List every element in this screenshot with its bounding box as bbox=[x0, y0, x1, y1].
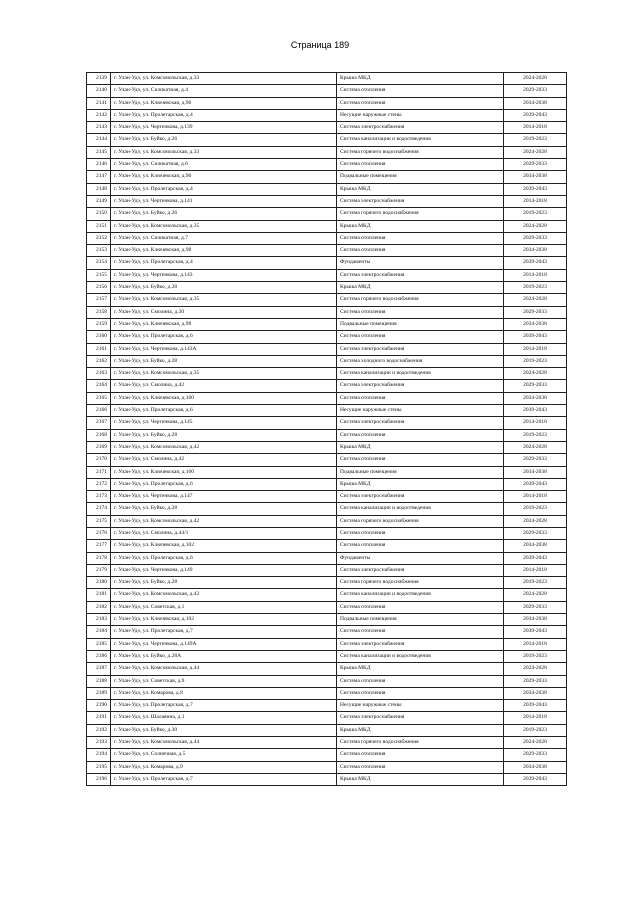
address-cell: г. Улан-Удэ, ул. Ключевская, д.100 bbox=[111, 392, 337, 404]
work-type-cell: Система отопления bbox=[337, 232, 504, 244]
work-type-cell: Система электроснабжения bbox=[337, 122, 504, 134]
table-row bbox=[87, 257, 567, 269]
table-row bbox=[87, 429, 567, 441]
work-type-cell: Система отопления bbox=[337, 675, 504, 687]
repair-schedule-table bbox=[86, 72, 567, 786]
address-cell: г. Улан-Удэ, ул. Комсомольская, д.33 bbox=[111, 146, 337, 158]
row-number-cell: 2171 bbox=[87, 466, 111, 478]
work-type-cell: Крыша МКД bbox=[337, 220, 504, 232]
row-number-cell: 2150 bbox=[87, 208, 111, 220]
address-cell: г. Улан-Удэ, ул. Ключевская, д.98 bbox=[111, 245, 337, 257]
table-row bbox=[87, 343, 567, 355]
table-row bbox=[87, 232, 567, 244]
row-number-cell: 2156 bbox=[87, 282, 111, 294]
table-row bbox=[87, 392, 567, 404]
table-row bbox=[87, 761, 567, 773]
address-cell: г. Улан-Удэ, ул. Комсомольская, д.42 bbox=[111, 589, 337, 601]
table-row bbox=[87, 208, 567, 220]
table-row bbox=[87, 663, 567, 675]
period-cell: 2019-2023 bbox=[504, 282, 567, 294]
address-cell: г. Улан-Удэ, ул. Чертенкова, д.149А bbox=[111, 638, 337, 650]
work-type-cell: Система электроснабжения bbox=[337, 343, 504, 355]
row-number-cell: 2142 bbox=[87, 109, 111, 121]
work-type-cell: Система отопления bbox=[337, 761, 504, 773]
work-type-cell: Система электроснабжения bbox=[337, 638, 504, 650]
address-cell: г. Улан-Удэ, ул. Буйко, д.28А bbox=[111, 650, 337, 662]
table-row bbox=[87, 146, 567, 158]
work-type-cell: Система горячего водоснабжения bbox=[337, 515, 504, 527]
work-type-cell: Крыша МКД bbox=[337, 73, 504, 85]
work-type-cell: Фундаменты bbox=[337, 552, 504, 564]
row-number-cell: 2194 bbox=[87, 749, 111, 761]
period-cell: 2019-2023 bbox=[504, 355, 567, 367]
table-row bbox=[87, 331, 567, 343]
row-number-cell: 2153 bbox=[87, 245, 111, 257]
address-cell: г. Улан-Удэ, ул. Комсомольская, д.35 bbox=[111, 368, 337, 380]
work-type-cell: Система отопления bbox=[337, 97, 504, 109]
period-cell: 2029-2033 bbox=[504, 675, 567, 687]
address-cell: г. Улан-Удэ, ул. Смолина, д.42 bbox=[111, 380, 337, 392]
address-cell: г. Улан-Удэ, ул. Пролетарская, д.4 bbox=[111, 257, 337, 269]
row-number-cell: 2180 bbox=[87, 577, 111, 589]
work-type-cell: Система отопления bbox=[337, 687, 504, 699]
address-cell: г. Улан-Удэ, ул. Смолина, д.44/1 bbox=[111, 527, 337, 539]
period-cell: 2014-2018 bbox=[504, 712, 567, 724]
work-type-cell: Система отопления bbox=[337, 159, 504, 171]
period-cell: 2024-2028 bbox=[504, 515, 567, 527]
row-number-cell: 2176 bbox=[87, 527, 111, 539]
period-cell: 2014-2018 bbox=[504, 491, 567, 503]
address-cell: г. Улан-Удэ, ул. Ключевская, д.102 bbox=[111, 614, 337, 626]
period-cell: 2014-2018 bbox=[504, 417, 567, 429]
row-number-cell: 2175 bbox=[87, 515, 111, 527]
period-cell: 2019-2023 bbox=[504, 724, 567, 736]
period-cell: 2039-2043 bbox=[504, 109, 567, 121]
period-cell: 2034-2038 bbox=[504, 614, 567, 626]
row-number-cell: 2163 bbox=[87, 368, 111, 380]
address-cell: г. Улан-Удэ, ул. Пролетарская, д.4 bbox=[111, 183, 337, 195]
row-number-cell: 2169 bbox=[87, 441, 111, 453]
period-cell: 2034-2038 bbox=[504, 318, 567, 330]
work-type-cell: Крыша МКД bbox=[337, 773, 504, 785]
table-row bbox=[87, 318, 567, 330]
address-cell: г. Улан-Удэ, ул. Буйко, д.28 bbox=[111, 577, 337, 589]
address-cell: г. Улан-Удэ, ул. Пролетарская, д.7 bbox=[111, 700, 337, 712]
period-cell: 2039-2043 bbox=[504, 331, 567, 343]
table-row bbox=[87, 159, 567, 171]
work-type-cell: Система отопления bbox=[337, 540, 504, 552]
work-type-cell: Система отопления bbox=[337, 749, 504, 761]
table-row bbox=[87, 577, 567, 589]
work-type-cell: Крыша МКД bbox=[337, 183, 504, 195]
work-type-cell: Система канализации и водоотведения bbox=[337, 503, 504, 515]
work-type-cell: Система электроснабжения bbox=[337, 564, 504, 576]
address-cell: г. Улан-Удэ, ул. Комсомольская, д.35 bbox=[111, 294, 337, 306]
work-type-cell: Система отопления bbox=[337, 245, 504, 257]
table-row bbox=[87, 355, 567, 367]
period-cell: 2034-2038 bbox=[504, 97, 567, 109]
address-cell: г. Улан-Удэ, ул. Комсомольская, д.42 bbox=[111, 441, 337, 453]
page-number-header: Страница 189 bbox=[290, 40, 350, 50]
row-number-cell: 2154 bbox=[87, 257, 111, 269]
period-cell: 2039-2043 bbox=[504, 773, 567, 785]
table-row bbox=[87, 552, 567, 564]
work-type-cell: Система электроснабжения bbox=[337, 491, 504, 503]
address-cell: г. Улан-Удэ, ул. Пролетарская, д.6 bbox=[111, 478, 337, 490]
row-number-cell: 2148 bbox=[87, 183, 111, 195]
work-type-cell: Система отопления bbox=[337, 392, 504, 404]
period-cell: 2034-2038 bbox=[504, 245, 567, 257]
period-cell: 2034-2038 bbox=[504, 687, 567, 699]
row-number-cell: 2157 bbox=[87, 294, 111, 306]
row-number-cell: 2179 bbox=[87, 564, 111, 576]
period-cell: 2024-2028 bbox=[504, 368, 567, 380]
address-cell: г. Улан-Удэ, ул. Комсомольская, д.44 bbox=[111, 737, 337, 749]
address-cell: г. Улан-Удэ, ул. Комсомольская, д.33 bbox=[111, 73, 337, 85]
period-cell: 2024-2028 bbox=[504, 589, 567, 601]
row-number-cell: 2158 bbox=[87, 306, 111, 318]
table-row bbox=[87, 97, 567, 109]
period-cell: 2024-2028 bbox=[504, 73, 567, 85]
table-row bbox=[87, 245, 567, 257]
row-number-cell: 2165 bbox=[87, 392, 111, 404]
table-row bbox=[87, 737, 567, 749]
period-cell: 2029-2033 bbox=[504, 527, 567, 539]
work-type-cell: Система электроснабжения bbox=[337, 417, 504, 429]
row-number-cell: 2167 bbox=[87, 417, 111, 429]
period-cell: 2034-2038 bbox=[504, 761, 567, 773]
table-row bbox=[87, 122, 567, 134]
address-cell: г. Улан-Удэ, ул. Ключевская, д.98 bbox=[111, 318, 337, 330]
row-number-cell: 2168 bbox=[87, 429, 111, 441]
address-cell: г. Улан-Удэ, ул. Буйко, д.30 bbox=[111, 724, 337, 736]
period-cell: 2029-2033 bbox=[504, 306, 567, 318]
row-number-cell: 2191 bbox=[87, 712, 111, 724]
row-number-cell: 2141 bbox=[87, 97, 111, 109]
period-cell: 2034-2038 bbox=[504, 540, 567, 552]
period-cell: 2014-2018 bbox=[504, 564, 567, 576]
row-number-cell: 2159 bbox=[87, 318, 111, 330]
work-type-cell: Система холодного водоснабжения bbox=[337, 355, 504, 367]
row-number-cell: 2183 bbox=[87, 614, 111, 626]
row-number-cell: 2186 bbox=[87, 650, 111, 662]
address-cell: г. Улан-Удэ, ул. Чертенкова, д.149 bbox=[111, 564, 337, 576]
address-cell: г. Улан-Удэ, ул. Буйко, д.26 bbox=[111, 134, 337, 146]
table-row bbox=[87, 171, 567, 183]
period-cell: 2019-2023 bbox=[504, 577, 567, 589]
address-cell: г. Улан-Удэ, ул. Ключевская, д.96 bbox=[111, 171, 337, 183]
work-type-cell: Подвальные помещения bbox=[337, 318, 504, 330]
work-type-cell: Система канализации и водоотведения bbox=[337, 368, 504, 380]
work-type-cell: Система горячего водоснабжения bbox=[337, 294, 504, 306]
work-type-cell: Система канализации и водоотведения bbox=[337, 589, 504, 601]
period-cell: 2019-2023 bbox=[504, 134, 567, 146]
table-row bbox=[87, 195, 567, 207]
period-cell: 2029-2033 bbox=[504, 159, 567, 171]
period-cell: 2034-2038 bbox=[504, 466, 567, 478]
table-row bbox=[87, 515, 567, 527]
work-type-cell: Система горячего водоснабжения bbox=[337, 577, 504, 589]
address-cell: г. Улан-Удэ, ул. Силикатная, д.6 bbox=[111, 159, 337, 171]
work-type-cell: Система электроснабжения bbox=[337, 195, 504, 207]
period-cell: 2019-2023 bbox=[504, 208, 567, 220]
address-cell: г. Улан-Удэ, ул. Советская, д.9 bbox=[111, 675, 337, 687]
table-row bbox=[87, 564, 567, 576]
work-type-cell: Крыша МКД bbox=[337, 724, 504, 736]
address-cell: г. Улан-Удэ, ул. Комарова, д.8 bbox=[111, 687, 337, 699]
table-row bbox=[87, 109, 567, 121]
row-number-cell: 2146 bbox=[87, 159, 111, 171]
row-number-cell: 2145 bbox=[87, 146, 111, 158]
row-number-cell: 2184 bbox=[87, 626, 111, 638]
table-row bbox=[87, 773, 567, 785]
address-cell: г. Улан-Удэ, ул. Чертенкова, д.145 bbox=[111, 417, 337, 429]
row-number-cell: 2193 bbox=[87, 737, 111, 749]
address-cell: г. Улан-Удэ, ул. Буйко, д.28 bbox=[111, 503, 337, 515]
period-cell: 2024-2028 bbox=[504, 441, 567, 453]
row-number-cell: 2173 bbox=[87, 491, 111, 503]
table-row bbox=[87, 712, 567, 724]
table-row bbox=[87, 491, 567, 503]
table-row bbox=[87, 601, 567, 613]
table-row bbox=[87, 650, 567, 662]
period-cell: 2024-2028 bbox=[504, 663, 567, 675]
row-number-cell: 2190 bbox=[87, 700, 111, 712]
row-number-cell: 2185 bbox=[87, 638, 111, 650]
work-type-cell: Система отопления bbox=[337, 454, 504, 466]
address-cell: г. Улан-Удэ, ул. Комарова, д.9 bbox=[111, 761, 337, 773]
table-row bbox=[87, 380, 567, 392]
address-cell: г. Улан-Удэ, ул. Шалаяина, д.1 bbox=[111, 712, 337, 724]
work-type-cell: Система электроснабжения bbox=[337, 712, 504, 724]
work-type-cell: Подвальные помещения bbox=[337, 466, 504, 478]
address-cell: г. Улан-Удэ, ул. Пролетарская, д.6 bbox=[111, 405, 337, 417]
table-row bbox=[87, 503, 567, 515]
period-cell: 2034-2038 bbox=[504, 171, 567, 183]
address-cell: г. Улан-Удэ, ул. Чертенкова, д.147 bbox=[111, 491, 337, 503]
period-cell: 2014-2018 bbox=[504, 343, 567, 355]
row-number-cell: 2149 bbox=[87, 195, 111, 207]
table-row bbox=[87, 454, 567, 466]
table-row bbox=[87, 183, 567, 195]
work-type-cell: Система отопления bbox=[337, 331, 504, 343]
table-row bbox=[87, 478, 567, 490]
period-cell: 2014-2018 bbox=[504, 269, 567, 281]
work-type-cell: Система горячего водоснабжения bbox=[337, 146, 504, 158]
row-number-cell: 2147 bbox=[87, 171, 111, 183]
table-row bbox=[87, 282, 567, 294]
row-number-cell: 2189 bbox=[87, 687, 111, 699]
work-type-cell: Система электроснабжения bbox=[337, 269, 504, 281]
table-row bbox=[87, 85, 567, 97]
row-number-cell: 2196 bbox=[87, 773, 111, 785]
period-cell: 2029-2033 bbox=[504, 232, 567, 244]
period-cell: 2029-2033 bbox=[504, 454, 567, 466]
table-row bbox=[87, 441, 567, 453]
address-cell: г. Улан-Удэ, ул. Чертенкова, д.143 bbox=[111, 269, 337, 281]
work-type-cell: Подвальные помещения bbox=[337, 171, 504, 183]
row-number-cell: 2192 bbox=[87, 724, 111, 736]
period-cell: 2029-2033 bbox=[504, 85, 567, 97]
period-cell: 2019-2023 bbox=[504, 650, 567, 662]
period-cell: 2039-2043 bbox=[504, 257, 567, 269]
address-cell: г. Улан-Удэ, ул. Ключевская, д.100 bbox=[111, 466, 337, 478]
work-type-cell: Несущие наружные стены bbox=[337, 109, 504, 121]
address-cell: г. Улан-Удэ, ул. Буйко, д.26 bbox=[111, 208, 337, 220]
row-number-cell: 2170 bbox=[87, 454, 111, 466]
row-number-cell: 2195 bbox=[87, 761, 111, 773]
period-cell: 2039-2043 bbox=[504, 700, 567, 712]
table-row bbox=[87, 540, 567, 552]
address-cell: г. Улан-Удэ, ул. Чертенкова, д.143А bbox=[111, 343, 337, 355]
row-number-cell: 2181 bbox=[87, 589, 111, 601]
work-type-cell: Крыша МКД bbox=[337, 282, 504, 294]
work-type-cell: Система отопления bbox=[337, 85, 504, 97]
table-row bbox=[87, 306, 567, 318]
address-cell: г. Улан-Удэ, ул. Пролетарская, д.6 bbox=[111, 552, 337, 564]
table-row bbox=[87, 700, 567, 712]
period-cell: 2039-2043 bbox=[504, 626, 567, 638]
period-cell: 2034-2038 bbox=[504, 392, 567, 404]
work-type-cell: Несущие наружные стены bbox=[337, 700, 504, 712]
work-type-cell: Система отопления bbox=[337, 601, 504, 613]
row-number-cell: 2143 bbox=[87, 122, 111, 134]
row-number-cell: 2177 bbox=[87, 540, 111, 552]
table-row bbox=[87, 134, 567, 146]
address-cell: г. Улан-Удэ, ул. Пролетарская, д.7 bbox=[111, 626, 337, 638]
period-cell: 2039-2043 bbox=[504, 478, 567, 490]
address-cell: г. Улан-Удэ, ул. Пролетарская, д.7 bbox=[111, 773, 337, 785]
work-type-cell: Система отопления bbox=[337, 429, 504, 441]
address-cell: г. Улан-Удэ, ул. Смолина, д.30 bbox=[111, 306, 337, 318]
row-number-cell: 2152 bbox=[87, 232, 111, 244]
work-type-cell: Крыша МКД bbox=[337, 478, 504, 490]
row-number-cell: 2188 bbox=[87, 675, 111, 687]
table-row bbox=[87, 724, 567, 736]
work-type-cell: Подвальные помещения bbox=[337, 614, 504, 626]
work-type-cell: Система отопления bbox=[337, 306, 504, 318]
address-cell: г. Улан-Удэ, ул. Буйко, д.28 bbox=[111, 355, 337, 367]
address-cell: г. Улан-Удэ, ул. Буйко, д.28 bbox=[111, 429, 337, 441]
row-number-cell: 2166 bbox=[87, 405, 111, 417]
work-type-cell: Система канализации и водоотведения bbox=[337, 134, 504, 146]
table-row bbox=[87, 294, 567, 306]
table-row bbox=[87, 269, 567, 281]
row-number-cell: 2144 bbox=[87, 134, 111, 146]
row-number-cell: 2139 bbox=[87, 73, 111, 85]
row-number-cell: 2178 bbox=[87, 552, 111, 564]
work-type-cell: Система канализации и водоотведения bbox=[337, 650, 504, 662]
period-cell: 2029-2033 bbox=[504, 380, 567, 392]
period-cell: 2014-2018 bbox=[504, 195, 567, 207]
table-row bbox=[87, 626, 567, 638]
period-cell: 2014-2018 bbox=[504, 122, 567, 134]
address-cell: г. Улан-Удэ, ул. Комсомольская, д.44 bbox=[111, 663, 337, 675]
table-row bbox=[87, 417, 567, 429]
work-type-cell: Фундаменты bbox=[337, 257, 504, 269]
table-row bbox=[87, 589, 567, 601]
row-number-cell: 2187 bbox=[87, 663, 111, 675]
row-number-cell: 2160 bbox=[87, 331, 111, 343]
work-type-cell: Система отопления bbox=[337, 527, 504, 539]
row-number-cell: 2174 bbox=[87, 503, 111, 515]
table-row bbox=[87, 220, 567, 232]
row-number-cell: 2162 bbox=[87, 355, 111, 367]
period-cell: 2039-2043 bbox=[504, 183, 567, 195]
table-row bbox=[87, 675, 567, 687]
work-type-cell: Система горячего водоснабжения bbox=[337, 208, 504, 220]
period-cell: 2029-2033 bbox=[504, 749, 567, 761]
address-cell: г. Улан-Удэ, ул. Буйко, д.28 bbox=[111, 282, 337, 294]
table-row bbox=[87, 638, 567, 650]
address-cell: г. Улан-Удэ, ул. Силикатная, д.7 bbox=[111, 232, 337, 244]
work-type-cell: Система горячего водоснабжения bbox=[337, 737, 504, 749]
address-cell: г. Улан-Удэ, ул. Смолина, д.42 bbox=[111, 454, 337, 466]
work-type-cell: Система отопления bbox=[337, 626, 504, 638]
period-cell: 2024-2028 bbox=[504, 146, 567, 158]
row-number-cell: 2161 bbox=[87, 343, 111, 355]
period-cell: 2024-2028 bbox=[504, 294, 567, 306]
period-cell: 2039-2043 bbox=[504, 552, 567, 564]
address-cell: г. Улан-Удэ, ул. Пролетарская, д.4 bbox=[111, 109, 337, 121]
table-body bbox=[87, 73, 567, 786]
work-type-cell: Крыша МКД bbox=[337, 441, 504, 453]
table-row bbox=[87, 405, 567, 417]
address-cell: г. Улан-Удэ, ул. Ключевская, д.102 bbox=[111, 540, 337, 552]
period-cell: 2019-2023 bbox=[504, 429, 567, 441]
period-cell: 2024-2028 bbox=[504, 737, 567, 749]
period-cell: 2039-2043 bbox=[504, 405, 567, 417]
work-type-cell: Система электроснабжения bbox=[337, 380, 504, 392]
period-cell: 2014-2018 bbox=[504, 638, 567, 650]
address-cell: г. Улан-Удэ, ул. Чертенкова, д.139 bbox=[111, 122, 337, 134]
table-row bbox=[87, 687, 567, 699]
address-cell: г. Улан-Удэ, ул. Чертенкова, д.141 bbox=[111, 195, 337, 207]
row-number-cell: 2155 bbox=[87, 269, 111, 281]
period-cell: 2024-2028 bbox=[504, 220, 567, 232]
table-row bbox=[87, 614, 567, 626]
table-row bbox=[87, 73, 567, 85]
table-row bbox=[87, 368, 567, 380]
table-row bbox=[87, 466, 567, 478]
row-number-cell: 2164 bbox=[87, 380, 111, 392]
row-number-cell: 2172 bbox=[87, 478, 111, 490]
address-cell: г. Улан-Удэ, ул. Солнечная, д.5 bbox=[111, 749, 337, 761]
row-number-cell: 2140 bbox=[87, 85, 111, 97]
period-cell: 2029-2033 bbox=[504, 601, 567, 613]
period-cell: 2019-2023 bbox=[504, 503, 567, 515]
address-cell: г. Улан-Удэ, ул. Ключевская, д.96 bbox=[111, 97, 337, 109]
table-row bbox=[87, 749, 567, 761]
address-cell: г. Улан-Удэ, ул. Комсомольская, д.42 bbox=[111, 515, 337, 527]
address-cell: г. Улан-Удэ, ул. Комсомольская, д.35 bbox=[111, 220, 337, 232]
address-cell: г. Улан-Удэ, ул. Силикатная, д.4 bbox=[111, 85, 337, 97]
table-row bbox=[87, 527, 567, 539]
work-type-cell: Несущие наружные стены bbox=[337, 405, 504, 417]
address-cell: г. Улан-Удэ, ул. Пролетарская, д.6 bbox=[111, 331, 337, 343]
row-number-cell: 2151 bbox=[87, 220, 111, 232]
work-type-cell: Крыша МКД bbox=[337, 663, 504, 675]
address-cell: г. Улан-Удэ, ул. Советская, д.1 bbox=[111, 601, 337, 613]
row-number-cell: 2182 bbox=[87, 601, 111, 613]
